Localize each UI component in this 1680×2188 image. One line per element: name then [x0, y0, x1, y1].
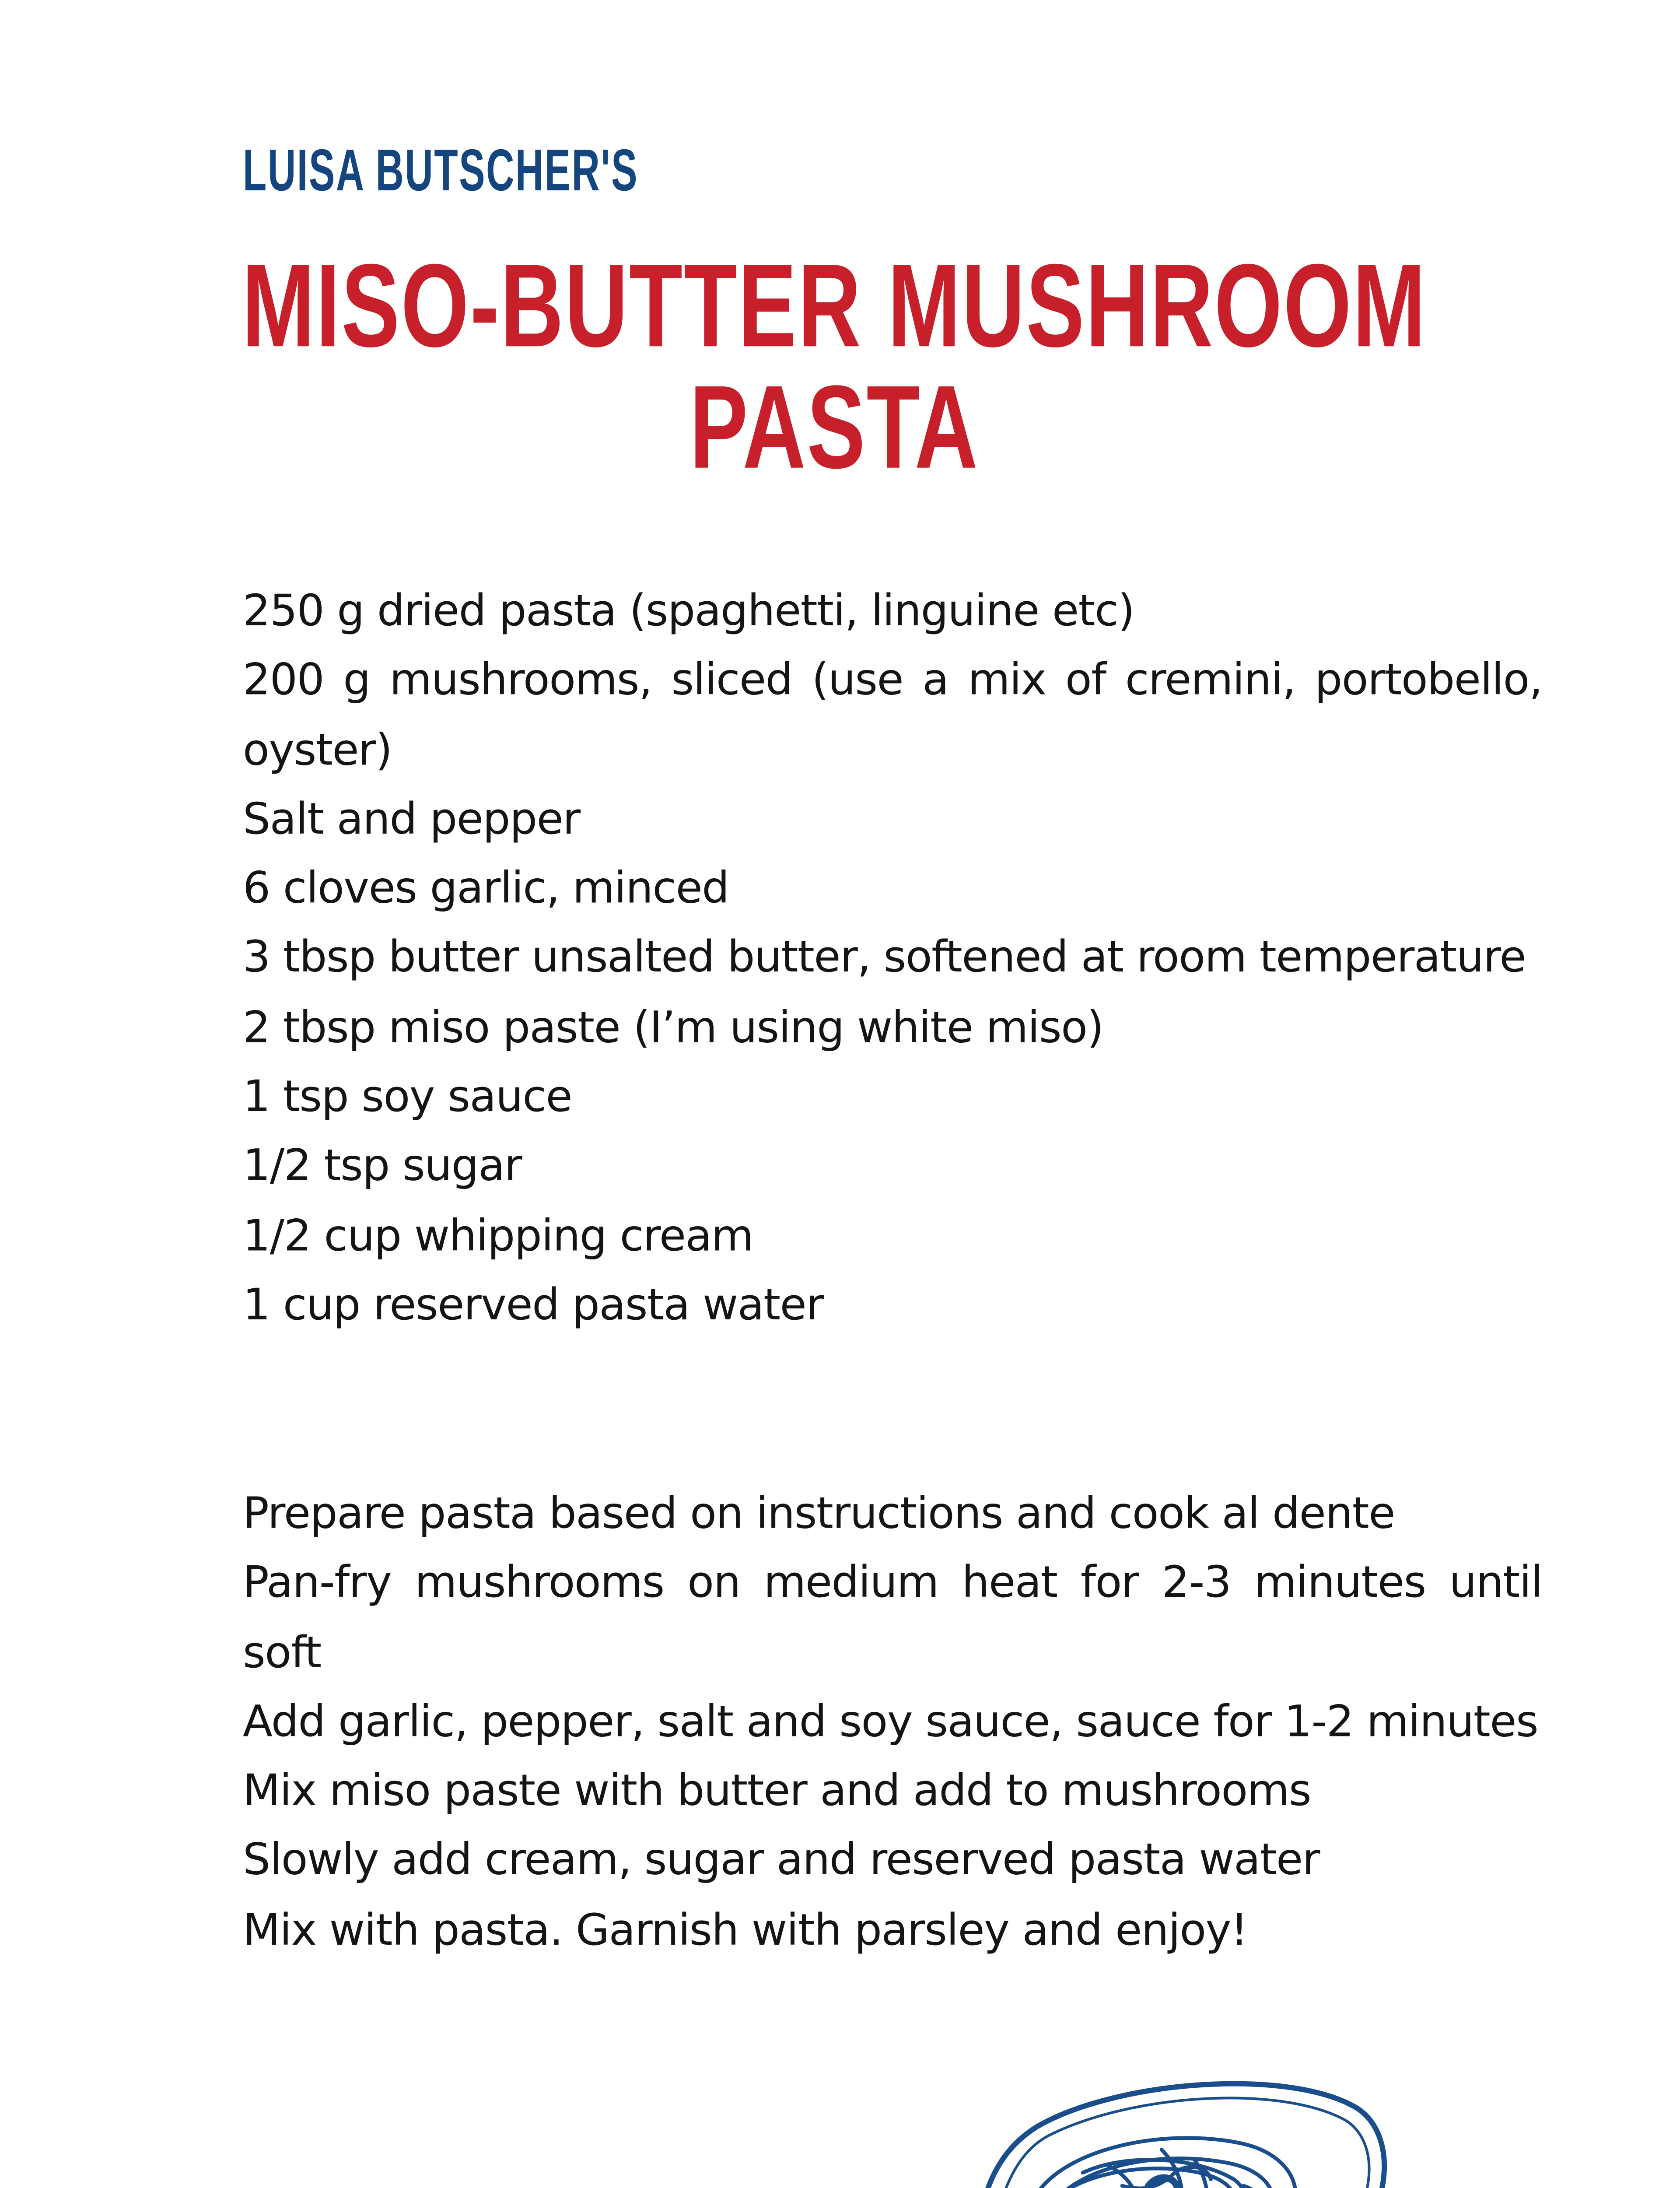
ingredient-item: Salt and pepper — [243, 794, 580, 845]
ingredient-item: 6 cloves garlic, minced — [243, 863, 729, 915]
instruction-step: Pan-fry mushrooms on medium heat for 2-3 minutes until soft — [243, 1557, 1542, 1678]
ingredient-item: 1 tsp soy sauce — [243, 1072, 572, 1123]
ingredient-item: 3 tbsp butter unsalted butter, softened at room temperature — [243, 933, 1526, 984]
ingredient-item: 1/2 tsp sugar — [243, 1141, 522, 1192]
ingredient-item: 200 g mushrooms, sliced (use a mix of cremini, portobello, oyster) — [243, 655, 1542, 776]
author-name: LUISA BUTSCHER'S — [243, 136, 638, 203]
ingredient-item: 250 g dried pasta (spaghetti, linguine etc) — [243, 586, 1134, 637]
ingredients-list — [243, 578, 1542, 1341]
instructions-list — [243, 1480, 1542, 1966]
ingredient-item: 1 cup reserved pasta water — [243, 1280, 823, 1331]
ingredient-item: 1/2 cup whipping cream — [243, 1210, 753, 1262]
instruction-step: Mix with pasta. Garnish with parsley and enjoy! — [243, 1904, 1248, 1956]
instruction-step: Mix miso paste with butter and add to mushrooms — [243, 1766, 1311, 1817]
pasta-plate-svg — [965, 2071, 1490, 2188]
instruction-step: Add garlic, pepper, salt and soy sauce, sauce for 1-2 minutes — [243, 1697, 1538, 1748]
recipe-title-line-2: PASTA — [690, 362, 979, 494]
ingredient-item: 2 tbsp miso paste (I’m using white miso) — [243, 1002, 1103, 1053]
instruction-step: Slowly add cream, sugar and reserved pasta water — [243, 1835, 1320, 1886]
pasta-plate-illustration — [965, 2071, 1490, 2188]
instruction-step: Prepare pasta based on instructions and cook al dente — [243, 1488, 1395, 1539]
recipe-title-line-1: MISO-BUTTER MUSHROOM — [242, 241, 1427, 373]
recipe-title — [0, 241, 1669, 494]
